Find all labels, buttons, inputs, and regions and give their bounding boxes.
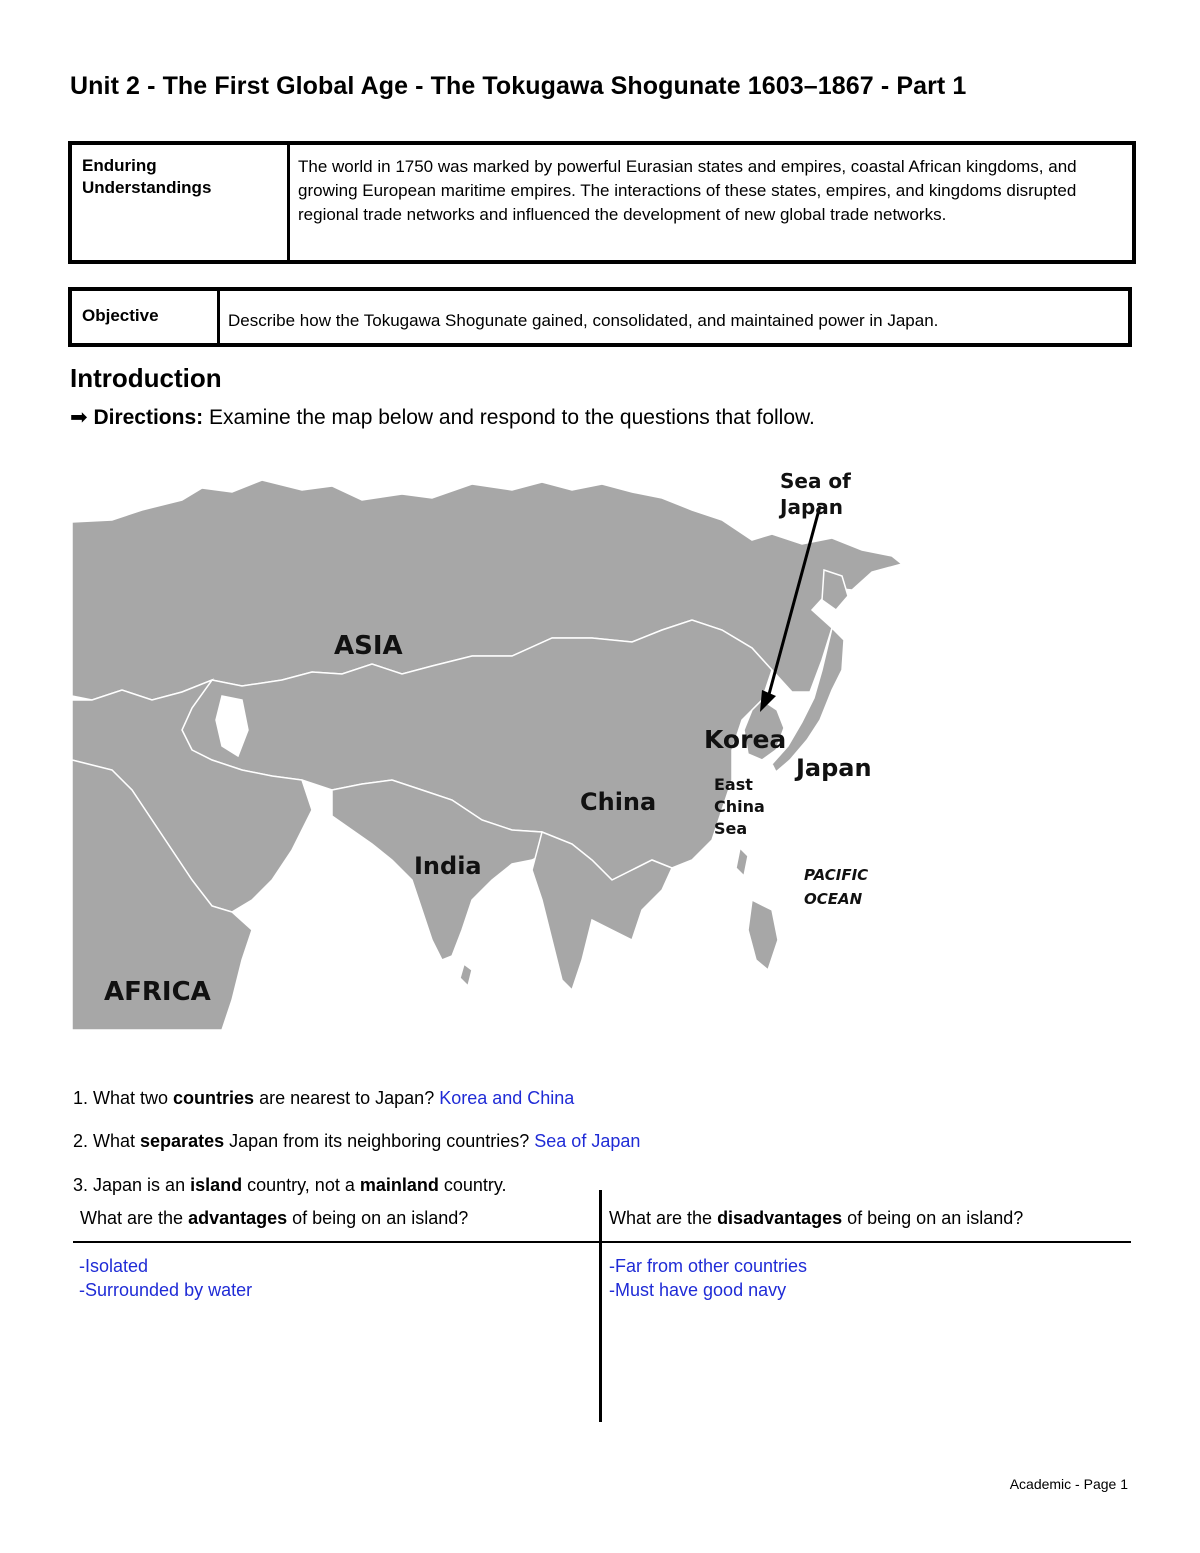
q2-bold: separates — [140, 1131, 225, 1151]
label-japan: Japan — [796, 754, 872, 782]
table-header-divider — [73, 1241, 1131, 1243]
disadvantages-header — [609, 1208, 1023, 1229]
title-main: Unit 2 - The First Global Age - The Tokugawa Shogunate — [70, 72, 748, 100]
enduring-understandings-box — [68, 141, 1136, 264]
introduction-heading: Introduction — [70, 363, 222, 393]
disadvantages-header-bold: disadvantages — [717, 1208, 843, 1228]
objective-text: Describe how the Tokugawa Shogunate gained, consolidated, and maintained power in Japan. — [228, 311, 939, 330]
label-sea-of-japan-line1: Sea of — [780, 469, 851, 493]
q1-bold: countries — [173, 1088, 255, 1108]
directions-label: Directions: — [93, 406, 204, 429]
label-pacific-line1: PACIFIC — [804, 866, 869, 884]
advantage-answer-2: -Surrounded by water — [79, 1280, 253, 1300]
advantages-answers — [79, 1254, 252, 1302]
label-sea-of-japan-line2: Japan — [780, 495, 843, 519]
page-footer: Academic - Page 1 — [1009, 1476, 1128, 1492]
label-africa: AFRICA — [104, 977, 211, 1007]
q3-pre: Japan is an — [88, 1175, 191, 1195]
title-suffix: - Part 1 — [873, 72, 967, 100]
disadvantages-header-pre: What are the — [609, 1208, 718, 1228]
label-india: India — [414, 852, 482, 880]
sri-lanka-landmass — [460, 964, 472, 986]
q3-post: country. — [438, 1175, 507, 1195]
label-east-china-line2: China — [714, 797, 765, 816]
taiwan-landmass — [736, 848, 748, 876]
advantages-header-post: of being on an island? — [287, 1208, 469, 1228]
advantages-table — [73, 1200, 1131, 1430]
q2-number: 2. — [73, 1131, 89, 1151]
label-pacific-line2: OCEAN — [804, 890, 863, 908]
q1-post: are nearest to Japan? — [254, 1088, 440, 1108]
label-korea: Korea — [704, 725, 787, 754]
q1-answer: Korea and China — [439, 1088, 575, 1108]
q2-pre: What — [88, 1131, 141, 1151]
disadvantages-answers — [609, 1254, 807, 1302]
objective-box — [68, 287, 1132, 347]
q2-post: Japan from its neighboring countries? — [224, 1131, 535, 1151]
advantages-header-bold: advantages — [188, 1208, 288, 1228]
q1-pre: What two — [88, 1088, 174, 1108]
asia-map — [72, 460, 912, 1030]
q3-bold-mainland: mainland — [359, 1175, 439, 1195]
label-east-china-line3: Sea — [714, 819, 748, 838]
philippines-landmass — [748, 900, 778, 970]
advantages-header-pre: What are the — [80, 1208, 189, 1228]
directions — [70, 405, 815, 430]
label-asia: ASIA — [334, 631, 403, 661]
table-column-divider — [599, 1190, 602, 1422]
advantage-answer-1: -Isolated — [79, 1256, 149, 1276]
page-title — [70, 72, 966, 101]
arrow-right-icon: ➡ — [70, 406, 88, 429]
q1-number: 1. — [73, 1088, 89, 1108]
q3-mid: country, not a — [242, 1175, 360, 1195]
enduring-understandings-text: The world in 1750 was marked by powerful Eurasian states and empires, coastal African kingdoms, and growing European maritime empires. The interactions of these states, empires, and kingdoms disrupted regional trade networks and influenced the development of new global trade networks. — [298, 157, 1077, 224]
q3-number: 3. — [73, 1175, 89, 1195]
question-1 — [73, 1088, 574, 1109]
label-china: China — [580, 788, 657, 816]
question-3 — [73, 1175, 507, 1196]
advantages-header — [80, 1208, 468, 1229]
q2-answer: Sea of Japan — [534, 1131, 641, 1151]
label-east-china-line1: East — [714, 775, 753, 794]
disadvantage-answer-1: -Far from other countries — [609, 1256, 808, 1276]
question-2 — [73, 1131, 640, 1152]
objective-label: Objective — [72, 291, 220, 343]
enduring-understandings-label: Enduring Understandings — [72, 145, 290, 260]
directions-text: Examine the map below and respond to the questions that follow. — [203, 406, 815, 429]
title-years: 1603–1867 — [747, 72, 874, 100]
q3-bold-island: island — [190, 1175, 243, 1195]
disadvantages-header-post: of being on an island? — [842, 1208, 1024, 1228]
disadvantage-answer-2: -Must have good navy — [609, 1280, 787, 1300]
